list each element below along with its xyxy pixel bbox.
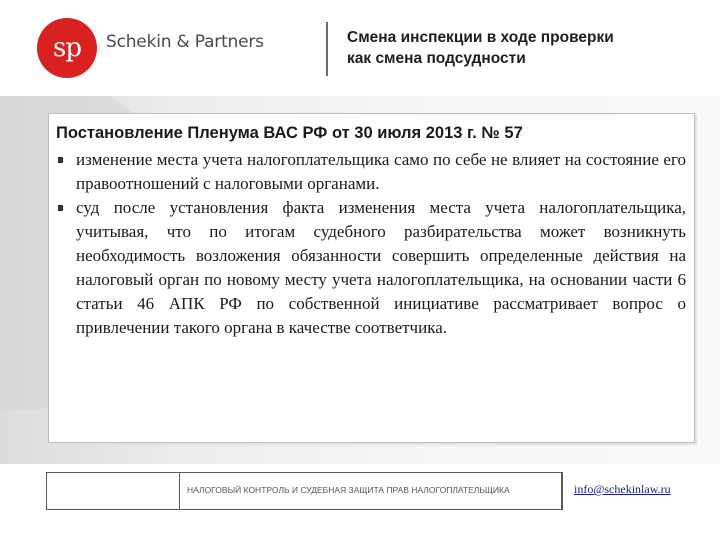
bullet-item bbox=[56, 148, 686, 196]
logo-letters: sp bbox=[53, 33, 81, 63]
footer-separator bbox=[562, 472, 563, 510]
bullet-text: изменение места учета налогоплательщика само по себе не влияет на состояние его правоотношений с налоговыми органами. bbox=[76, 150, 686, 193]
bullet-item bbox=[56, 196, 686, 340]
content-heading: Постановление Пленума ВАС РФ от 30 июля 2013 г. № 57 bbox=[56, 124, 523, 142]
footer-email-link[interactable]: info@schekinlaw.ru bbox=[574, 482, 671, 496]
slide-title-line-1: Смена инспекции в ходе проверки bbox=[347, 29, 614, 46]
slide-title bbox=[347, 27, 707, 69]
bullet-list bbox=[56, 148, 686, 340]
logo-icon bbox=[37, 18, 97, 78]
bullet-square-icon bbox=[58, 157, 63, 163]
header bbox=[0, 0, 720, 96]
slide-title-line-2: как смена подсудности bbox=[347, 50, 526, 67]
bullet-text: суд после установления факта изменения места учета налогоплательщика, учитывая, что по итогам судебного разбирательства может возникнуть необходимость возложения обязанности совершить определенные действия на налоговый орган по новому месту учета налогоплательщика, на основании части 6 статьи 46 АПК РФ по собственной инициативе рассматривает вопрос о привлечении такого органа в качестве соответчика. bbox=[76, 198, 686, 337]
brand-name: Schekin & Partners bbox=[106, 32, 264, 52]
footer-tagline: НАЛОГОВЫЙ КОНТРОЛЬ И СУДЕБНАЯ ЗАЩИТА ПРАВ НАЛОГОПЛАТЕЛЬЩИКА bbox=[187, 485, 510, 495]
header-divider bbox=[326, 22, 328, 76]
footer-left-rule bbox=[46, 472, 180, 510]
bullet-square-icon bbox=[58, 205, 63, 211]
